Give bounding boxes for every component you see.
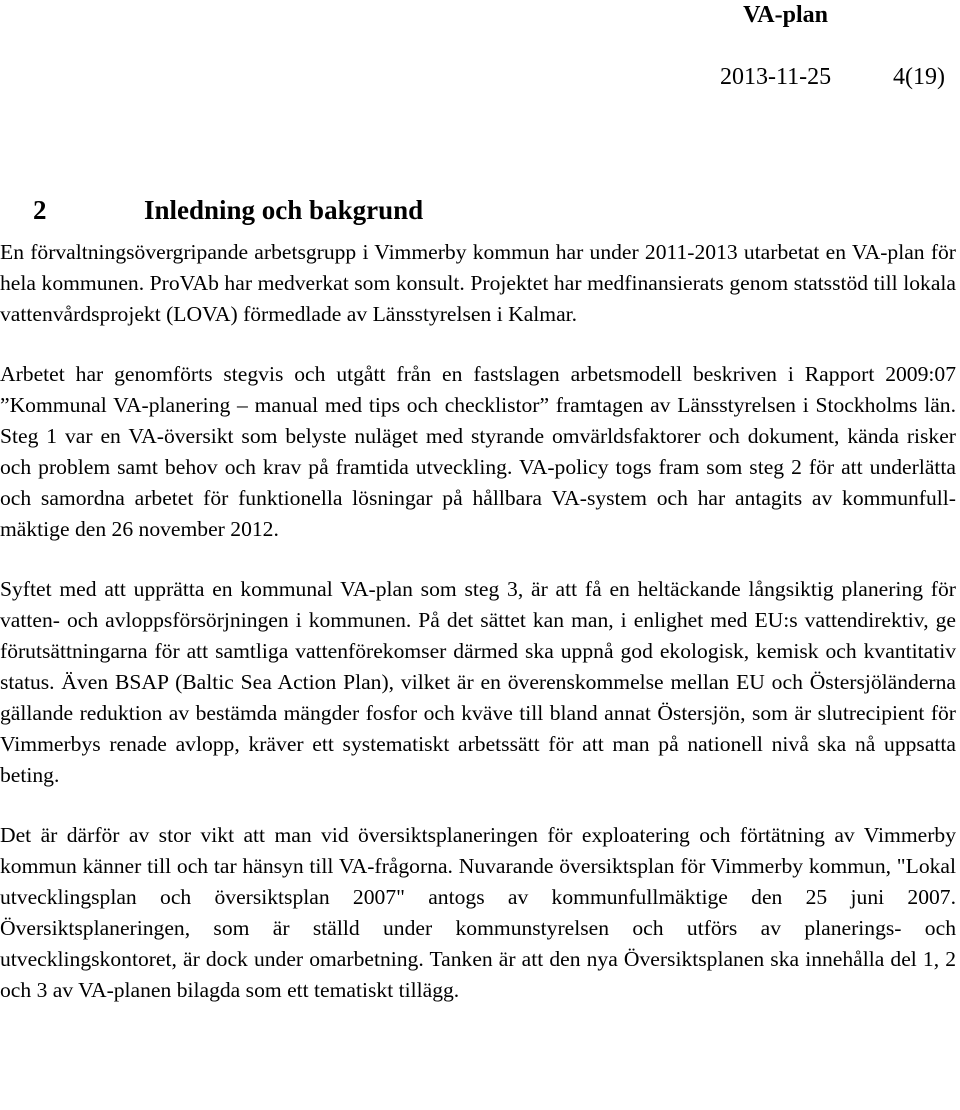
document-date: 2013-11-25 [720, 64, 832, 90]
body-text [0, 237, 956, 1035]
paragraph-intro: En förvaltningsövergripande arbetsgrupp i Vimmerby kommun har under 2011-2013 utarbetat en VA-plan för hela kommunen. ProVAb har medverkat som konsult. Projektet har medfinansierats genom statsstöd till lokala vattenvårdsprojekt (LOVA) förmedlade av Länsstyrelsen i Kalmar. [0, 240, 956, 326]
paragraph-method: Arbetet har genomförts stegvis och utgått från en fastslagen arbetsmodell beskriven i Rapport 2009:07 ”Kommunal VA-planering – manual med tips och checklistor” framtagen av Länsstyrelsen i Stockholms län. Steg 1 var en VA-översikt som belyste nuläget med styrande omvärldsfaktorer och dokument, kända risker och problem samt behov och krav på framtida utveckling. VA-policy togs fram som steg 2 för att underlätta och samordna arbetet för funktionella lösningar på hållbara VA-system och har antagits av kommunfullmäktige den 26 november 2012. [0, 362, 956, 541]
document-header-meta [660, 62, 960, 92]
paragraph-planning: Det är därför av stor vikt att man vid översiktsplaneringen för exploatering och förtätning av Vimmerby kommun känner till och tar hänsyn till VA-frågorna. Nuvarande översiktsplan för Vimmerby kommun, "Lokal utvecklingsplan och översiktsplan 2007" antogs av kommunfullmäktige den 25 juni 2007. Översiktsplaneringen, som är ställd under kommunstyrelsen och utförs av planerings- och utvecklingskontoret, är dock under omarbetning. Tanken är att den nya Översiktsplanen ska innehålla del 1, 2 och 3 av VA-planen bilagda som ett tematiskt tillägg. [0, 823, 956, 1002]
section-heading [33, 194, 423, 226]
paragraph-purpose: Syftet med att upprätta en kommunal VA-plan som steg 3, är att få en heltäckande långsiktig planering för vatten- och avloppsförsörjningen i kommunen. På det sättet kan man, i enlighet med EU:s vattendirektiv, ge förutsättningarna för att samtliga vattenförekomser därmed ska uppnå god ekologisk, kemisk och kvantitativ status. Även BSAP (Baltic Sea Action Plan), vilket är en överenskommelse mellan EU och Östersjöländerna gällande reduktion av bestämda mängder fosfor och kväve till bland annat Östersjön, som är slutrecipient för Vimmerbys renade avlopp, kräver ett systematiskt arbetssätt för att man på nationell nivå ska nå uppsatta beting. [0, 577, 956, 787]
document-header-title: VA-plan [743, 2, 828, 28]
page-number: 4(19) [893, 64, 945, 90]
section-number: 2 [33, 195, 47, 225]
section-title: Inledning och bakgrund [144, 195, 424, 225]
